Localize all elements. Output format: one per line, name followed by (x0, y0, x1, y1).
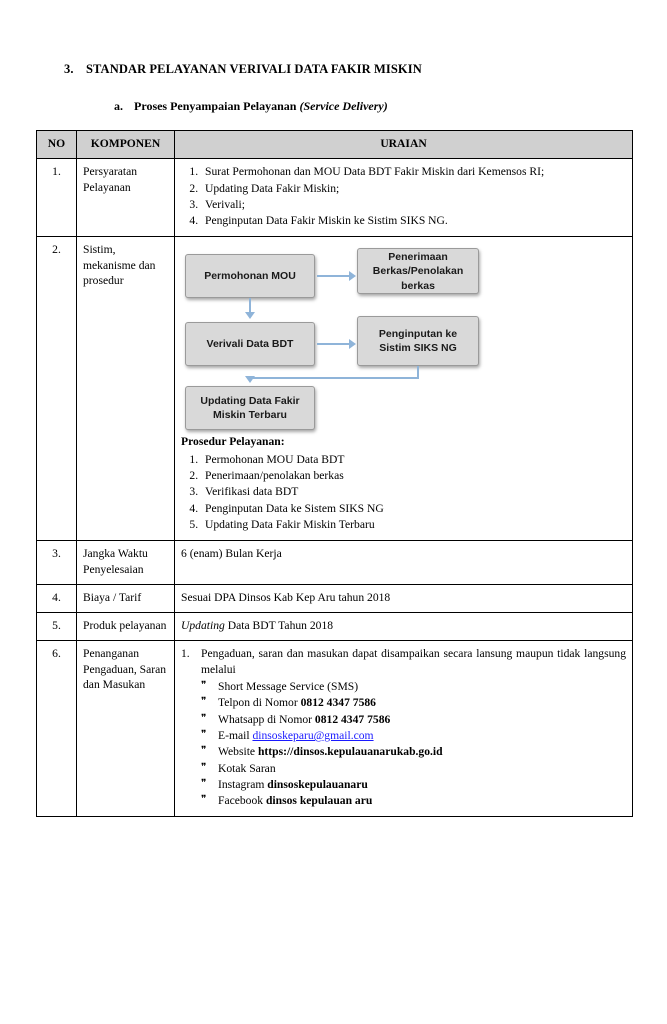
list-item: 5. Updating Data Fakir Miskin Terbaru (201, 517, 626, 532)
section-number: 3. (64, 62, 74, 76)
subsection-label: Proses Penyampaian Pelayanan (134, 99, 297, 113)
arrow-verivali-to-penginputan (317, 343, 349, 345)
complaint-intro (181, 646, 626, 677)
list-item: 1. Surat Permohonan dan MOU Data BDT Fakir Miskin dari Kemensos RI; (201, 164, 626, 179)
contact-label: Telpon di Nomor (218, 696, 301, 710)
flow-box-verivali-data-bdt: Verivali Data BDT (185, 322, 315, 366)
flow-box-updating-data: Updating Data Fakir Miskin Terbaru (185, 386, 315, 430)
section-title: STANDAR PELAYANAN VERIVALI DATA FAKIR MISKIN (86, 62, 422, 76)
process-flow-diagram (181, 246, 626, 428)
product-name-italic: Updating (181, 619, 225, 633)
contact-value: 0812 4347 7586 (314, 712, 391, 726)
list-item (201, 761, 626, 776)
email-link[interactable]: dinsoskeparu@gmail.com (252, 728, 374, 742)
arrow-mou-to-penerimaan (317, 275, 349, 277)
prosedur-title: Prosedur Pelayanan: (181, 435, 285, 449)
contact-value: dinsos kepulauan aru (265, 794, 373, 808)
flow-box-penerimaan-berkas: Penerimaan Berkas/Penolakan berkas (357, 248, 479, 294)
table-row (37, 541, 633, 585)
list-item: 4. Penginputan Data ke Sistem SIKS NG (201, 501, 626, 516)
row-component: Biaya / Tarif (77, 584, 175, 612)
contact-list (181, 679, 626, 808)
arrow-head-icon (245, 312, 255, 319)
table-row (37, 613, 633, 641)
contact-value: 0812 4347 7586 (300, 696, 376, 710)
row-number: 3. (37, 541, 77, 585)
table-row (37, 641, 633, 817)
contact-label: Short Message Service (SMS) (218, 680, 359, 694)
list-item: 2. Updating Data Fakir Miskin; (201, 181, 626, 196)
column-header-uraian: URAIAN (175, 131, 633, 159)
list-item (201, 793, 626, 808)
prosedur-list (181, 452, 626, 532)
row-component: Produk pelayanan (77, 613, 175, 641)
complaint-intro-text: Pengaduan, saran dan masukan dapat disampaikan secara lansung maupun tidak langsung melalui (201, 647, 626, 676)
list-item: 1. Permohonan MOU Data BDT (201, 452, 626, 467)
row-component: Sistim, mekanisme dan prosedur (77, 237, 175, 541)
list-item (201, 744, 626, 759)
contact-label: Kotak Saran (218, 761, 276, 775)
service-delivery-table (36, 130, 633, 817)
row-component: Persyaratan Pelayanan (77, 159, 175, 237)
flow-box-penginputan-siks-ng: Penginputan ke Sistim SIKS NG (357, 316, 479, 366)
row-description (175, 613, 633, 641)
row-description: 6 (enam) Bulan Kerja (175, 541, 633, 585)
contact-label: E-mail (218, 728, 253, 742)
list-item (201, 728, 626, 743)
arrow-head-icon (245, 376, 255, 383)
table-row (37, 237, 633, 541)
subsection-title (114, 99, 631, 114)
list-item: 2. Penerimaan/penolakan berkas (201, 468, 626, 483)
row-component: Penanganan Pengaduan, Saran dan Masukan (77, 641, 175, 817)
arrow-penginputan-to-updating (249, 377, 419, 379)
row-number: 5. (37, 613, 77, 641)
list-marker: 1. (181, 647, 190, 661)
contact-label: Facebook (218, 794, 266, 808)
table-row (37, 584, 633, 612)
subsection-number: a. (114, 99, 123, 113)
arrow-head-icon (349, 271, 356, 281)
row-description: Sesuai DPA Dinsos Kab Kep Aru tahun 2018 (175, 584, 633, 612)
table-header-row (37, 131, 633, 159)
contact-value: dinsoskepulauanaru (267, 777, 368, 791)
subsection-label-italic: (Service Delivery) (299, 99, 388, 113)
product-name-rest: Data BDT Tahun 2018 (224, 619, 334, 633)
website-value[interactable]: https://dinsos.kepulauanarukab.go.id (257, 745, 443, 759)
list-item (201, 712, 626, 727)
list-item (201, 679, 626, 694)
list-item (201, 777, 626, 792)
column-header-no: NO (37, 131, 77, 159)
contact-label: Whatsapp di Nomor (218, 712, 315, 726)
contact-label: Instagram (218, 777, 268, 791)
row-description (175, 237, 633, 541)
row-number: 4. (37, 584, 77, 612)
table-row (37, 159, 633, 237)
flow-box-permohonan-mou: Permohonan MOU (185, 254, 315, 298)
list-item: 3. Verivali; (201, 197, 626, 212)
row-number: 6. (37, 641, 77, 817)
column-header-komponen: KOMPONEN (77, 131, 175, 159)
row-description (175, 641, 633, 817)
list-item: 4. Penginputan Data Fakir Miskin ke Sistim SIKS NG. (201, 213, 626, 228)
row-number: 1. (37, 159, 77, 237)
requirements-list (181, 164, 626, 228)
contact-label: Website (218, 745, 258, 759)
row-description (175, 159, 633, 237)
arrow-head-icon (349, 339, 356, 349)
row-number: 2. (37, 237, 77, 541)
list-item: 3. Verifikasi data BDT (201, 484, 626, 499)
row-component: Jangka Waktu Penyelesaian (77, 541, 175, 585)
page-title (64, 62, 631, 77)
list-item (201, 695, 626, 710)
